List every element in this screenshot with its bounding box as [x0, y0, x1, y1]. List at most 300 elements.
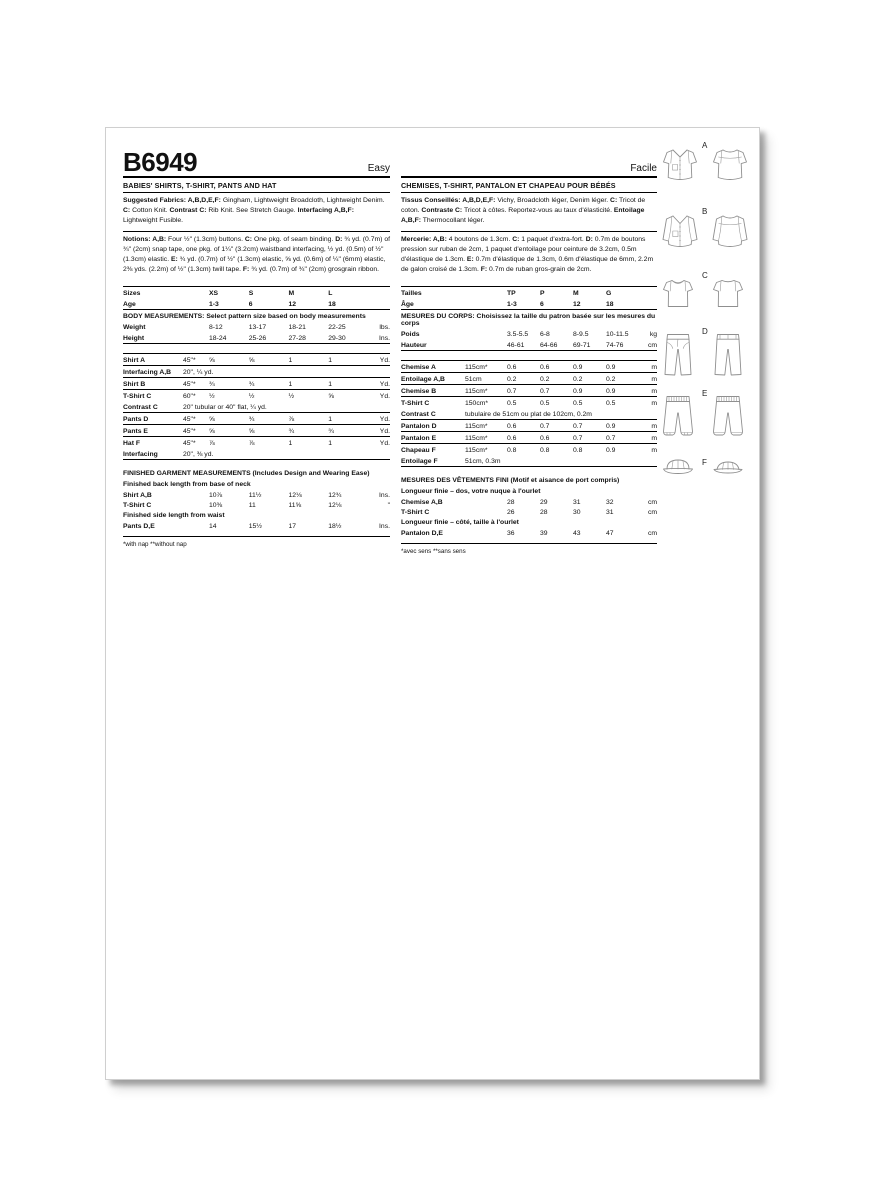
size-value: 39 — [540, 529, 548, 537]
table-row — [401, 528, 657, 538]
row-label: Chemise A — [401, 363, 436, 371]
size-value: ⅞ — [209, 439, 215, 447]
row-label: Hat F — [123, 439, 140, 447]
finished-table1-en — [123, 490, 390, 510]
text-segment: One pkg. of seam binding. — [252, 235, 336, 243]
size-value: ¾ — [209, 380, 215, 388]
unit-label: Ins. — [379, 522, 390, 530]
pants-e-front-back-drawing — [657, 392, 754, 444]
row-label: Height — [123, 334, 145, 342]
size-value: 1 — [328, 380, 333, 388]
table-row — [123, 377, 390, 389]
bold-lead-in: C: — [610, 197, 618, 204]
table-row — [401, 339, 657, 350]
bold-lead-in: Contraste C: — [421, 207, 463, 215]
table-row — [123, 298, 390, 309]
unit-label: cm — [647, 529, 657, 537]
fabric-width: 115cm* — [465, 422, 488, 430]
unit-label: Yd. — [379, 380, 390, 388]
yardage-table-en — [123, 353, 390, 460]
row-label: Pants D — [123, 415, 149, 423]
garment-title-fr: CHEMISES, T-SHIRT, PANTALON ET CHAPEAU POUR BÉBÉS — [401, 178, 657, 193]
row-label: Contrast C — [123, 403, 158, 411]
finished-sub2-fr: Longueur finie – côté, taille à l'ourlet — [401, 518, 519, 526]
size-value: 0.9 — [573, 363, 583, 371]
table-row — [123, 354, 390, 365]
unit-label: Ins. — [379, 334, 390, 342]
row-label: Chapeau F — [401, 446, 436, 454]
figure-b-long-sleeve-shirt — [657, 207, 754, 256]
text-segment: Rib Knit. See Stretch Gauge. — [206, 207, 298, 215]
size-value: ⅝ — [209, 415, 215, 423]
footnote-en: *with nap **without nap — [123, 541, 187, 549]
table-row — [123, 401, 390, 412]
bold-lead-in: D: — [585, 235, 593, 243]
unit-label: m — [651, 399, 657, 407]
figure-d-pants — [657, 327, 754, 380]
table-section-header: BODY MEASUREMENTS: Select pattern size based on body measurements — [123, 309, 390, 321]
finished-sub1-en: Finished back length from base of neck — [123, 480, 251, 488]
size-value: 0.7 — [573, 434, 583, 442]
unit-label: kg — [649, 330, 657, 338]
pattern-envelope-back-page — [105, 127, 760, 1080]
bold-lead-in: Notions: A,B: — [123, 235, 167, 243]
size-value: 18-21 — [288, 323, 306, 331]
text-segment: Tricot à côtes. Reportez-vous au taux d'élasticité. — [462, 207, 614, 215]
size-value: ⅝ — [248, 356, 255, 364]
size-value: 29 — [540, 498, 548, 506]
table-row — [123, 365, 390, 377]
row-label: Tailles — [401, 289, 422, 297]
bold-lead-in: E: — [170, 255, 178, 263]
size-value: 18-24 — [209, 334, 227, 342]
pants-d-front-back-drawing — [657, 330, 754, 380]
row-label: Shirt A,B — [123, 491, 152, 499]
size-value: 36 — [507, 529, 515, 537]
size-value: 1 — [328, 356, 333, 364]
size-value: 43 — [573, 529, 581, 537]
text-segment: 0.7m de ruban gros-grain de 2cm. — [487, 266, 592, 274]
table-row — [401, 328, 657, 339]
row-label: Interfacing A,B — [123, 368, 172, 376]
size-value: 30 — [573, 509, 581, 517]
size-value: ⅝ — [248, 427, 255, 435]
size-value: 1-3 — [209, 300, 219, 308]
text-segment: Lightweight Fusible. — [123, 217, 184, 225]
bold-lead-in: C: — [512, 235, 520, 243]
unit-label: cm — [647, 341, 657, 349]
row-label: Weight — [123, 323, 146, 331]
size-value: 10⅞ — [209, 491, 223, 499]
fabric-width: 45"* — [183, 439, 196, 447]
bold-lead-in: E: — [466, 255, 474, 263]
row-span-value: 51cm, 0.3m — [465, 457, 501, 465]
size-value: 6 — [540, 300, 544, 308]
finished-measurements-en — [123, 469, 390, 537]
table-row — [401, 384, 657, 396]
shirt-b-front-back-drawing — [657, 210, 754, 256]
table-row — [401, 372, 657, 384]
fabric-width: 115cm* — [465, 387, 488, 395]
column-english — [123, 146, 390, 548]
size-table-en — [123, 286, 390, 344]
finished-measurements-fr — [401, 476, 657, 544]
text-segment: Gingham, Lightweight Broadcloth, Lightweight Denim. — [220, 197, 385, 204]
size-value: ½ — [248, 392, 255, 400]
row-label: Sizes — [123, 289, 141, 297]
size-value: ½ — [288, 392, 295, 400]
finished-sub2-en: Finished side length from waist — [123, 511, 225, 519]
bold-lead-in: Mercerie: A,B: — [401, 235, 447, 243]
size-value: 3.5-5.5 — [507, 330, 529, 338]
size-value: 0.6 — [507, 434, 517, 442]
yardage-table-fr — [401, 360, 657, 467]
fabric-width: 150cm* — [465, 399, 489, 407]
table-row — [401, 419, 657, 431]
bold-lead-in: Interfacing A,B,F: — [297, 207, 354, 215]
table-row — [401, 455, 657, 466]
view-letter-e: E — [702, 389, 708, 398]
size-value: 25-26 — [248, 334, 267, 342]
size-value: ⅞ — [288, 415, 295, 423]
row-span-value: 20", ⅜ yd. — [183, 450, 214, 458]
size-value: 0.6 — [507, 363, 517, 371]
unit-label: Yd. — [379, 392, 390, 400]
row-label: Pantalon D — [401, 422, 437, 430]
fabric-width: 51cm — [465, 375, 482, 383]
text-segment: 4 boutons de 1.3cm. — [446, 235, 513, 243]
finished-table2-en — [123, 521, 390, 531]
size-value: S — [248, 289, 254, 297]
table-row — [123, 332, 390, 343]
table-section-header: MESURES DU CORPS: Choisissez la taille du patron basée sur les mesures du corps — [401, 309, 657, 328]
size-value: 17 — [288, 522, 297, 530]
finished-table2-fr — [401, 528, 657, 538]
size-value: 0.5 — [507, 399, 517, 407]
size-value: 0.9 — [606, 363, 616, 371]
unit-label: m — [651, 387, 657, 395]
finished-sub1-fr: Longueur finie – dos, votre nuque à l'ourlet — [401, 487, 541, 495]
row-span-value: 20", ¼ yd. — [183, 368, 214, 376]
finished-title-fr: MESURES DES VÊTEMENTS FINI (Motif et aisance de port compris) — [401, 477, 620, 485]
size-value: ¾ — [248, 415, 255, 423]
row-label: Entoilage F — [401, 457, 438, 465]
table-row — [123, 436, 390, 448]
table-row — [401, 497, 657, 507]
view-letter-d: D — [702, 327, 708, 336]
size-value: 0.2 — [573, 375, 583, 383]
size-value: 10⅜ — [209, 502, 223, 510]
view-letter-f: F — [702, 458, 707, 467]
row-label: Chemise A,B — [401, 498, 443, 506]
unit-label: Yd. — [379, 356, 390, 364]
bold-lead-in: F: — [480, 266, 488, 274]
size-value: 0.2 — [540, 375, 550, 383]
unit-label: m — [651, 422, 657, 430]
size-value: 18 — [328, 300, 336, 308]
fabric-width: 45"* — [183, 427, 196, 435]
size-value: 0.6 — [540, 363, 550, 371]
table-row — [401, 361, 657, 372]
size-value: 1 — [288, 356, 293, 364]
text-segment: 1 paquet d'extra-fort. — [519, 235, 586, 243]
size-value: 12¾ — [328, 491, 342, 499]
size-value: 0.7 — [573, 422, 583, 430]
bold-lead-in: Suggested Fabrics: A,B,D,E,F: — [123, 197, 221, 204]
footnote-fr: *avec sens **sans sens — [401, 548, 466, 556]
bold-lead-in: C: — [244, 235, 253, 243]
size-value: 6 — [248, 300, 253, 308]
size-value: 10-11.5 — [606, 330, 629, 338]
row-label: Contrast C — [401, 410, 436, 418]
table-row — [401, 431, 657, 443]
row-label: Shirt B — [123, 380, 146, 388]
size-value: 14 — [209, 522, 217, 530]
figure-a-short-sleeve-shirt — [657, 141, 754, 186]
size-value: 28 — [540, 509, 548, 517]
size-value: 0.8 — [540, 446, 550, 454]
table-row — [401, 443, 657, 455]
fabric-width: 115cm* — [465, 363, 488, 371]
size-value: 0.5 — [606, 399, 616, 407]
table-row — [123, 424, 390, 436]
size-value: 8-12 — [209, 323, 223, 331]
column-french — [401, 146, 657, 555]
size-value: 28 — [507, 498, 515, 506]
size-value: 11 — [248, 502, 256, 510]
table-row — [401, 396, 657, 408]
text-segment: 0.7m d'élastique de 1.3cm, 0.6m d'élastique de 6mm, 2.2m de galon croisé de 1.3cm. — [401, 255, 654, 274]
text-segment: Vichy, Broadcloth léger, Denim léger. — [495, 197, 611, 204]
row-label: T-Shirt C — [401, 399, 430, 407]
row-label: Entoilage A,B — [401, 375, 445, 383]
text-segment: ¾ yd. (0.7m) of ½" (1.3cm) elastic, ⅝ yd. (0.6m) of ¼" (6mm) elastic, 2⅜ yds. (2.2m) of ½" (1.3cm) twill tape. — [123, 255, 386, 274]
unit-label: m — [651, 363, 657, 371]
size-value: L — [328, 289, 333, 297]
size-value: 31 — [573, 498, 581, 506]
table-row — [123, 321, 390, 332]
bold-lead-in: Contrast C: — [169, 207, 207, 215]
size-value: ¾ — [288, 427, 295, 435]
row-label: Pants E — [123, 427, 148, 435]
size-value: G — [606, 289, 612, 297]
row-span-value: tubulaire de 51cm ou plat de 102cm, 0.2m — [465, 410, 592, 418]
size-value: 26 — [507, 509, 515, 517]
table-row — [401, 508, 657, 518]
unit-label: Ins. — [379, 491, 390, 499]
row-label: T-Shirt C — [401, 509, 430, 517]
size-value: 29-30 — [328, 334, 346, 342]
size-value: 18½ — [328, 522, 342, 530]
row-label: Pants D,E — [123, 522, 155, 530]
garment-title-en: BABIES' SHIRTS, T-SHIRT, PANTS AND HAT — [123, 178, 390, 193]
size-value: 13-17 — [248, 323, 267, 331]
row-span-value: 20" tubular or 40" flat, ¼ yd. — [183, 403, 267, 411]
fabrics-paragraph-fr — [401, 193, 657, 232]
size-value: 32 — [606, 498, 614, 506]
text-segment: ¾ yd. (0.7m) of ¾" (2cm) snap tape, one pkg. of 1¼" (3.2cm) waistband interfacing, ½ yd. (0.5m) of ½" (1.3cm) elastic. — [123, 235, 390, 263]
unit-label: cm — [647, 509, 657, 517]
size-value: 6-8 — [540, 330, 550, 338]
size-value: 22-25 — [328, 323, 346, 331]
finished-title-en: FINISHED GARMENT MEASUREMENTS (Includes Design and Wearing Ease) — [123, 470, 370, 478]
size-value: 12 — [573, 300, 581, 308]
size-value: 1-3 — [507, 300, 517, 308]
size-value: 0.8 — [507, 446, 517, 454]
fabric-width: 45"* — [183, 356, 196, 364]
size-value: 15½ — [248, 522, 262, 530]
header-english — [123, 146, 390, 178]
table-row — [401, 408, 657, 419]
text-segment: Tricot de coton. — [401, 197, 646, 215]
fabric-width: 45"* — [183, 380, 196, 388]
figure-f-hat — [657, 456, 754, 478]
garment-views-column — [657, 141, 754, 478]
difficulty-label-en: Easy — [367, 163, 390, 174]
row-label: Hauteur — [401, 341, 427, 349]
bold-lead-in: C: — [123, 207, 131, 215]
fabrics-paragraph-en — [123, 193, 390, 232]
fabric-width: 45"* — [183, 415, 196, 423]
unit-label: m — [651, 434, 657, 442]
text-segment: ¾ yd. (0.7m) of ¾" (2cm) grosgrain ribbon. — [249, 266, 380, 274]
size-value: 0.9 — [606, 387, 616, 395]
t-shirt-c-front-back-drawing — [657, 274, 754, 314]
text-segment: Cotton Knit. — [130, 207, 170, 215]
table-row — [123, 412, 390, 424]
pattern-number: B6949 — [123, 146, 198, 177]
bold-lead-in: Tissus Conseillés: A,B,D,E,F: — [401, 197, 496, 204]
unit-label: " — [387, 502, 390, 510]
notions-paragraph-en — [123, 232, 390, 280]
table-row — [401, 287, 657, 298]
view-letter-c: C — [702, 271, 708, 280]
size-value: 0.2 — [606, 375, 616, 383]
size-value: 69-71 — [573, 341, 591, 349]
size-value: 8-9.5 — [573, 330, 589, 338]
size-table-fr — [401, 286, 657, 351]
unit-label: Yd. — [379, 415, 390, 423]
size-value: ½ — [209, 392, 215, 400]
table-row — [123, 448, 390, 459]
text-segment: Thermocollant léger. — [421, 217, 485, 225]
shirt-a-front-back-drawing — [657, 144, 754, 186]
size-value: 46-61 — [507, 341, 525, 349]
size-value: XS — [209, 289, 219, 297]
size-value: 0.9 — [573, 387, 583, 395]
size-value: 0.7 — [606, 434, 616, 442]
row-label: Chemise B — [401, 387, 437, 395]
text-segment: 0.7m de boutons pression sur ruban de 2cm, 1 paquet d'entoilage pour ceinture de 3.2cm, 0.5m d'élastique de 1.3cm. — [401, 235, 646, 263]
row-label: Pantalon D,E — [401, 529, 443, 537]
unit-label: Yd. — [379, 439, 390, 447]
fabric-width: 115cm* — [465, 446, 488, 454]
size-value: TP — [507, 289, 516, 297]
table-row — [123, 287, 390, 298]
bold-lead-in: F: — [242, 266, 250, 274]
size-value: 1 — [288, 439, 293, 447]
fabric-width: 60"* — [183, 392, 196, 400]
size-value: 0.7 — [540, 422, 550, 430]
size-value: 12⅛ — [328, 502, 342, 510]
fabric-width: 115cm* — [465, 434, 488, 442]
size-value: 1 — [288, 380, 293, 388]
bold-lead-in: Entoilage A,B,F: — [401, 207, 645, 225]
size-value: 31 — [606, 509, 614, 517]
size-value: 0.6 — [540, 434, 550, 442]
size-value: 1 — [328, 415, 333, 423]
size-value: 1 — [328, 439, 333, 447]
size-value: 0.2 — [507, 375, 517, 383]
table-row — [123, 490, 390, 500]
row-label: Pantalon E — [401, 434, 437, 442]
size-value: 0.8 — [573, 446, 583, 454]
figure-e-elastic-pants — [657, 389, 754, 444]
row-label: Poids — [401, 330, 420, 338]
size-value: 0.5 — [540, 399, 550, 407]
size-value: 74-76 — [606, 341, 624, 349]
size-value: ⅝ — [328, 392, 334, 400]
row-label: Age — [123, 300, 136, 308]
unit-label: lbs. — [379, 323, 390, 331]
size-value: 18 — [606, 300, 614, 308]
text-segment: Four ½" (1.3cm) buttons. — [166, 235, 245, 243]
table-row — [123, 521, 390, 531]
finished-table1-fr — [401, 497, 657, 517]
size-value: 0.9 — [606, 446, 616, 454]
unit-label: m — [651, 446, 657, 454]
table-row — [123, 389, 390, 401]
difficulty-label-fr: Facile — [630, 163, 657, 174]
figure-c-t-shirt — [657, 271, 754, 314]
size-value: 64-66 — [540, 341, 558, 349]
size-value: 0.5 — [573, 399, 583, 407]
table-row — [401, 298, 657, 309]
size-value: ¾ — [248, 380, 255, 388]
row-label: Shirt A — [123, 356, 146, 364]
size-value: 0.7 — [507, 387, 517, 395]
row-label: T-Shirt C — [123, 392, 152, 400]
notions-paragraph-fr — [401, 232, 657, 280]
view-letter-b: B — [702, 207, 708, 216]
header-french — [401, 146, 657, 178]
view-letter-a: A — [702, 141, 708, 150]
size-value: ⅝ — [209, 427, 215, 435]
size-value: M — [573, 289, 579, 297]
size-value: 0.6 — [507, 422, 517, 430]
row-label: T-Shirt C — [123, 502, 152, 510]
size-value: 11½ — [248, 491, 262, 499]
size-value: 12 — [288, 300, 297, 308]
size-value: P — [540, 289, 545, 297]
row-label: Âge — [401, 300, 414, 308]
size-value: 12⅛ — [288, 491, 302, 499]
unit-label: cm — [647, 498, 657, 506]
row-label: Interfacing — [123, 450, 158, 458]
size-value: 0.9 — [606, 422, 616, 430]
size-value: M — [288, 289, 295, 297]
size-value: 47 — [606, 529, 614, 537]
unit-label: Yd. — [379, 427, 390, 435]
size-value: ⅞ — [248, 439, 255, 447]
bold-lead-in: D: — [335, 235, 343, 243]
size-value: ⅝ — [209, 356, 215, 364]
size-value: 11⅝ — [288, 502, 302, 510]
unit-label: m — [651, 375, 657, 383]
size-value: 0.7 — [540, 387, 550, 395]
table-row — [123, 501, 390, 511]
size-value: ¾ — [328, 427, 334, 435]
